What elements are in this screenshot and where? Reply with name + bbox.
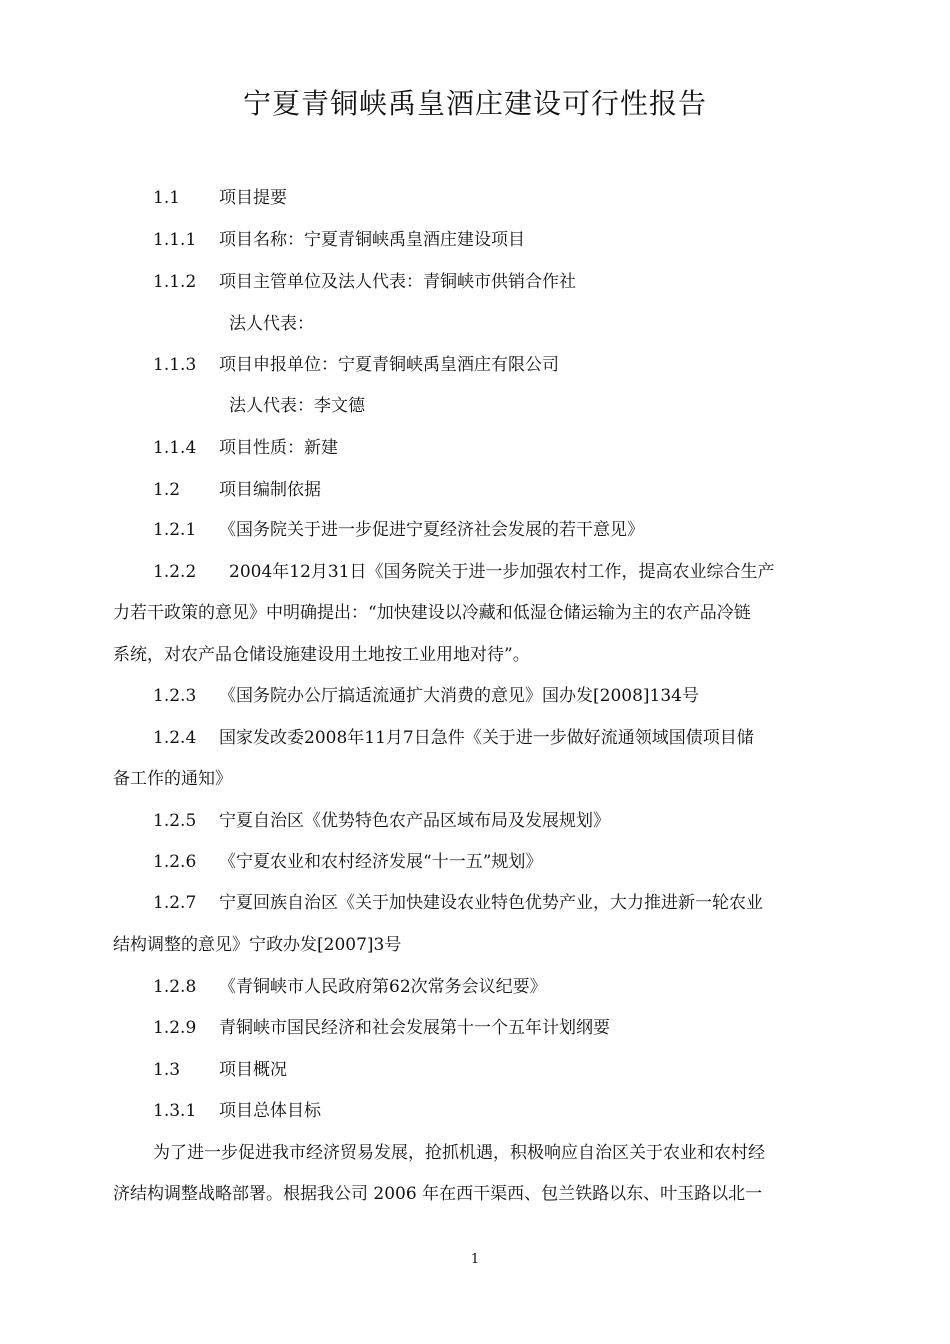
- section-number: 1.1.2: [153, 272, 197, 292]
- section-title: 项目编制依据: [219, 480, 321, 500]
- item-text: 《青铜峡市人民政府第62次常务会议纪要》: [219, 977, 547, 997]
- section-number: 1.1.4: [153, 438, 197, 458]
- document-title: 宁夏青铜峡禹皇酒庄建设可行性报告: [242, 87, 707, 120]
- item-text: 项目名称：宁夏青铜峡禹皇酒庄建设项目: [219, 230, 525, 250]
- section-title: 项目概况: [219, 1060, 287, 1080]
- section-number: 1.2.8: [153, 977, 197, 997]
- item-text: 系统，对农产品仓储设施建设用土地按工业用地对待”。: [113, 645, 530, 665]
- item-text: 法人代表：李文德: [229, 396, 365, 416]
- paragraph-text: 济结构调整战略部署。根据我公司 2006 年在西干渠西、包兰铁路以东、叶玉路以北一: [113, 1184, 763, 1204]
- section-number: 1.1: [153, 188, 181, 208]
- section-number: 1.2.9: [153, 1018, 197, 1038]
- item-text: 青铜峡市国民经济和社会发展第十一个五年计划纲要: [219, 1018, 610, 1038]
- section-number: 1.3.1: [153, 1101, 197, 1121]
- page-number: 1: [470, 1252, 480, 1267]
- section-number: 1.2.7: [153, 893, 197, 913]
- section-number: 1.3: [153, 1060, 181, 1080]
- section-number: 1.2.1: [153, 520, 197, 540]
- item-text: 结构调整的意见》宁政办发[2007]3号: [113, 935, 402, 955]
- item-text: 国家发改委2008年11月7日急件《关于进一步做好流通领域国债项目储: [219, 728, 754, 748]
- section-number: 1.2.3: [153, 686, 197, 706]
- item-text: 宁夏自治区《优势特色农产品区域布局及发展规划》: [219, 811, 610, 831]
- item-text: 项目性质：新建: [219, 438, 338, 458]
- paragraph-text: 为了进一步促进我市经济贸易发展，抢抓机遇，积极响应自治区关于农业和农村经: [153, 1143, 765, 1163]
- section-number: 1.1.3: [153, 355, 197, 375]
- item-text: 项目总体目标: [219, 1101, 321, 1121]
- item-text: 项目主管单位及法人代表：青铜峡市供销合作社: [219, 272, 576, 292]
- item-text: 《国务院办公厅搞适流通扩大消费的意见》国办发[2008]134号: [219, 686, 699, 706]
- section-number: 1.1.1: [153, 230, 197, 250]
- item-text: 宁夏回族自治区《关于加快建设农业特色优势产业，大力推进新一轮农业: [219, 893, 763, 913]
- item-text: 项目申报单位：宁夏青铜峡禹皇酒庄有限公司: [219, 355, 559, 375]
- item-text: 力若干政策的意见》中明确提出：“加快建设以冷藏和低湿仓储运输为主的农产品冷链: [113, 603, 751, 623]
- item-text: 《国务院关于进一步促进宁夏经济社会发展的若干意见》: [219, 520, 644, 540]
- section-number: 1.2.6: [153, 852, 197, 872]
- section-number: 1.2.4: [153, 728, 197, 748]
- item-text: 法人代表：: [229, 314, 314, 334]
- item-text: 2004年12月31日《国务院关于进一步加强农村工作，提高农业综合生产: [229, 562, 775, 582]
- section-title: 项目提要: [219, 188, 287, 208]
- section-number: 1.2.2: [153, 562, 197, 582]
- section-number: 1.2: [153, 480, 181, 500]
- section-number: 1.2.5: [153, 811, 197, 831]
- item-text: 《宁夏农业和农村经济发展“十一五”规划》: [219, 852, 543, 872]
- item-text: 备工作的通知》: [113, 769, 232, 789]
